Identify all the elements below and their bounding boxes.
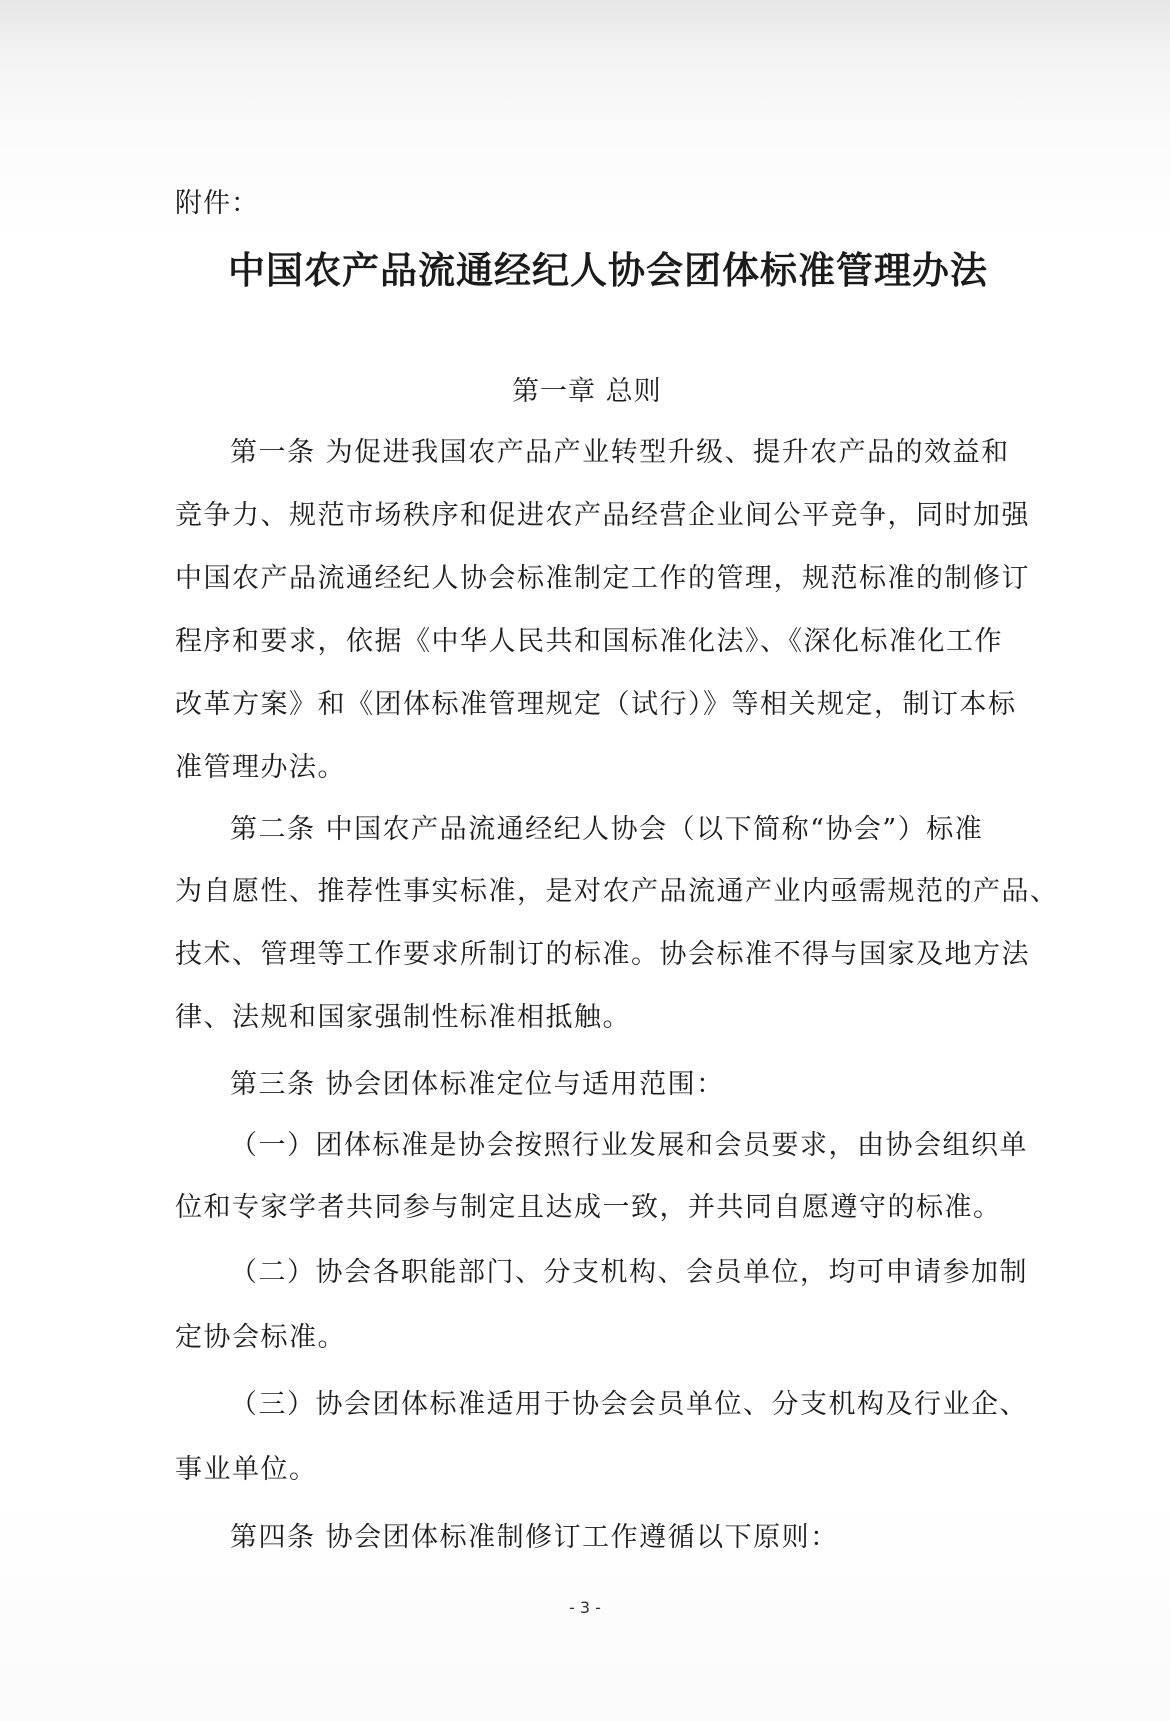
article-3-item-1-line-1: （一）团体标准是协会按照行业发展和会员要求，由协会组织单 xyxy=(230,1130,1028,1161)
article-2-line-2: 为自愿性、推荐性事实标准，是对农产品流通产业内亟需规范的产品、 xyxy=(175,876,1059,907)
chapter-heading: 第一章 总则 xyxy=(512,376,662,407)
attachment-label: 附件： xyxy=(175,188,259,219)
article-4-line-1: 第四条 协会团体标准制修订工作遵循以下原则： xyxy=(230,1522,839,1553)
article-3-item-1-line-2: 位和专家学者共同参与制定且达成一致，并共同自愿遵守的标准。 xyxy=(175,1192,1002,1223)
article-2-line-4: 律、法规和国家强制性标准相抵触。 xyxy=(175,1002,631,1033)
article-3-item-2-line-1: （二）协会各职能部门、分支机构、会员单位，均可申请参加制 xyxy=(230,1257,1028,1288)
page-number: - 3 - xyxy=(569,1598,601,1617)
article-1-line-3: 中国农产品流通经纪人协会标准制定工作的管理，规范标准的制修订 xyxy=(175,563,1030,594)
article-3-line-1: 第三条 协会团体标准定位与适用范围： xyxy=(230,1069,725,1100)
article-2-line-1: 第二条 中国农产品流通经纪人协会（以下简称“协会”）标准 xyxy=(230,814,984,845)
article-1-line-5: 改革方案》和《团体标准管理规定（试行）》等相关规定，制订本标 xyxy=(175,689,1017,720)
article-1-line-4: 程序和要求，依据《中华人民共和国标准化法》、《深化标准化工作 xyxy=(175,626,1003,657)
article-3-item-3-line-2: 事业单位。 xyxy=(175,1454,318,1485)
article-1-line-6: 准管理办法。 xyxy=(175,752,346,783)
article-1-line-2: 竞争力、规范市场秩序和促进农产品经营企业间公平竞争，同时加强 xyxy=(175,500,1030,531)
article-3-item-2-line-2: 定协会标准。 xyxy=(175,1322,346,1353)
document-title: 中国农产品流通经纪人协会团体标准管理办法 xyxy=(228,248,988,292)
article-1-line-1: 第一条 为促进我国农产品产业转型升级、提升农产品的效益和 xyxy=(230,437,1010,468)
article-2-line-3: 技术、管理等工作要求所制订的标准。协会标准不得与国家及地方法 xyxy=(175,939,1030,970)
article-3-item-3-line-1: （三）协会团体标准适用于协会会员单位、分支机构及行业企、 xyxy=(230,1389,1028,1420)
